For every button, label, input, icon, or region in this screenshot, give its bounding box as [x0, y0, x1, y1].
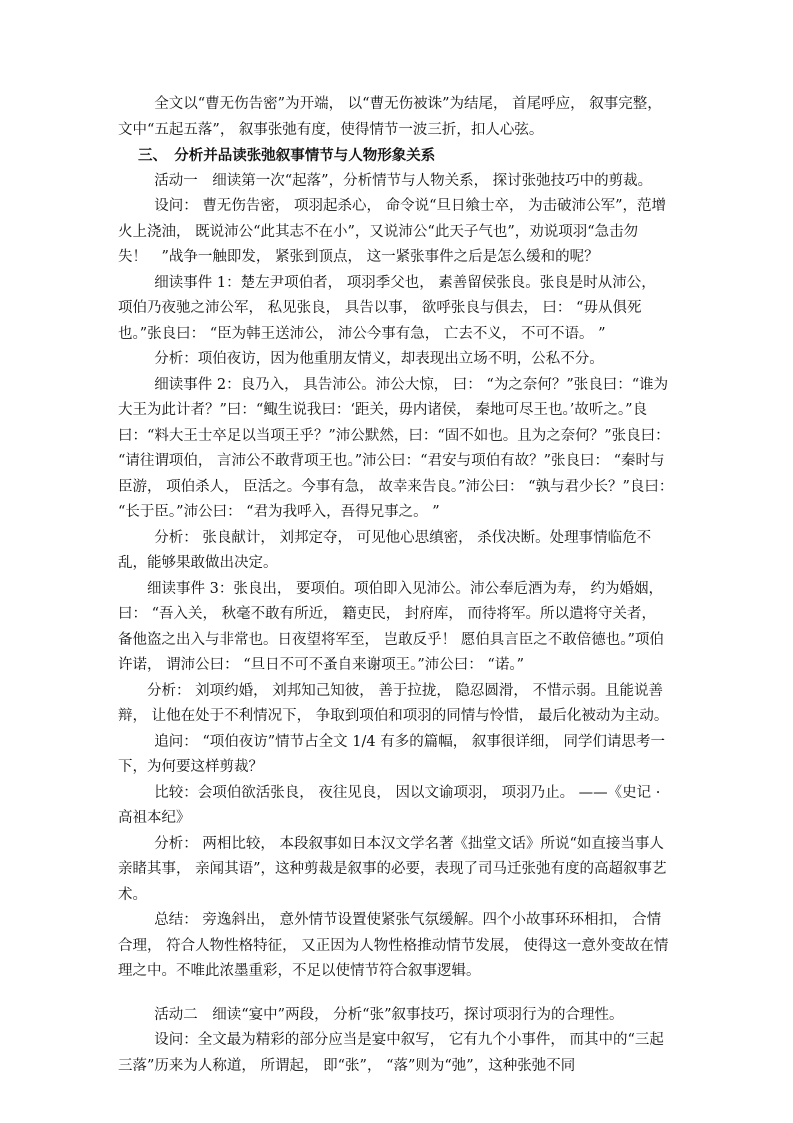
paragraph-gap	[118, 985, 674, 1003]
analysis-three-paragraph: 分析： 刘项约婚， 刘邦知己知彼， 善于拉拢， 隐忍圆滑， 不惜示弱。且能说善辩， 让他在处于不利情况下， 争取到项伯和项羽的同情与怜惜， 最后化被动为主动。	[118, 682, 669, 724]
activity-two-paragraph: 活动二 细读“宴中”两段， 分析“张”叙事技巧，探讨项羽行为的合理性。	[154, 1006, 624, 1023]
question-two-paragraph: 设问：全文最为精彩的部分应当是宴中叙写， 它有九个小事件， 而其中的“三起三落”历来为人称道， 所谓起， 即“张”， “落”则为“弛”，这种张弛不同	[118, 1032, 664, 1074]
question-paragraph: 设问： 曹无伤告密， 项羽起杀心， 命令说“旦日飨士卒， 为击破沛公军”，范增火上浇油， 既说沛公“此其志不在小”，又说沛公“此天子气也”，劝说项羽“急击勿失！ ”战争一触即发， 紧张到顶点， 这一紧张事件之后是怎么缓和的呢？	[118, 198, 667, 265]
document-body	[118, 92, 674, 1079]
event-three-paragraph: 细读事件 3：张良出， 要项伯。项伯即入见沛公。沛公奉卮酒为寿， 约为婚姻， 曰： “吾入关， 秋毫不敢有所近， 籍吏民， 封府库， 而待将军。所以遣将守关者， 备他盗之出入与非常也。日夜望将军至， 岂敢反乎！ 愿伯具言臣之不敢倍德也。”项伯许诺， 谓沛公曰： “旦日不可不蚤自来谢项王。”沛公曰： “诺。”	[118, 580, 664, 673]
summary-paragraph: 总结： 旁逸斜出， 意外情节设置使紧张气氛缓解。四个小故事环环相扣， 合情合理， 符合人物性格特征， 又正因为人物性格推动情节发展， 使得这一意外变故在情理之中。不唯此浓墨重彩，不足以使情节符合叙事逻辑。	[118, 912, 669, 979]
activity-one-paragraph: 活动一 细读第一次“起落”，分析情节与人物关系， 探讨张弛技巧中的剪裁。	[154, 172, 653, 189]
section-heading: 三、 分析并品读张弛叙事情节与人物形象关系	[138, 147, 436, 164]
analysis-one-paragraph: 分析：项伯夜访，因为他重朋友情义，却表现出立场不明，公私不分。	[154, 351, 604, 367]
event-two-paragraph: 细读事件 2：良乃入， 具告沛公。沛公大惊， 曰： “为之奈何？”张良曰：“谁为大王为此计者？”曰：“鲰生说我曰：‘距关，毋内诸侯， 秦地可尽王也。’故听之。”良曰：“料大王士卒足以当项王乎？”沛公默然，曰：“固不如也。且为之奈何？”张良曰： “请往谓项伯， 言沛公不敢背项王也。”沛公曰：“君安与项伯有故？”张良曰： “秦时与臣游， 项伯杀人， 臣活之。今事有急， 故幸来告良。”沛公曰： “孰与君少长？”良曰： “长于臣。”沛公曰： “君为我呼入，吾得兄事之。 ”	[118, 376, 674, 520]
follow-up-paragraph: 追问： “项伯夜访”情节占全文 1/4 有多的篇幅， 叙事很详细， 同学们请思考一下，为何要这样剪裁？	[118, 733, 665, 775]
analysis-two-paragraph: 分析： 张良献计， 刘邦定夺， 可见他心思缜密， 杀伐决断。处理事情临危不乱，能够果敢做出决定。	[118, 529, 652, 571]
analysis-four-paragraph: 分析： 两相比较， 本段叙事如日本汉文学名著《拙堂文话》所说“如直接当事人亲睹其事， 亲闻其语”，这种剪裁是叙事的必要，表现了司马迁张弛有度的高超叙事艺术。	[118, 835, 667, 903]
event-one-paragraph: 细读事件 1：楚左尹项伯者， 项羽季父也， 素善留侯张良。张良是时从沛公， 项伯乃夜驰之沛公军， 私见张良， 具告以事， 欲呼张良与俱去， 曰： “毋从俱死也。”张良曰： “臣为韩王送沛公， 沛公今事有急， 亡去不义， 不可不语。 ”	[118, 274, 656, 342]
comparison-paragraph: 比较：会项伯欲活张良， 夜往见良， 因以文谕项羽， 项羽乃止。 ——《史记 · 高祖本纪》	[118, 784, 661, 826]
intro-paragraph: 全文以“曹无伤告密”为开端， 以“曹无伤被诛”为结尾， 首尾呼应， 叙事完整， 文中“五起五落”， 叙事张弛有度，使得情节一波三折，扣人心弦。	[118, 96, 662, 138]
